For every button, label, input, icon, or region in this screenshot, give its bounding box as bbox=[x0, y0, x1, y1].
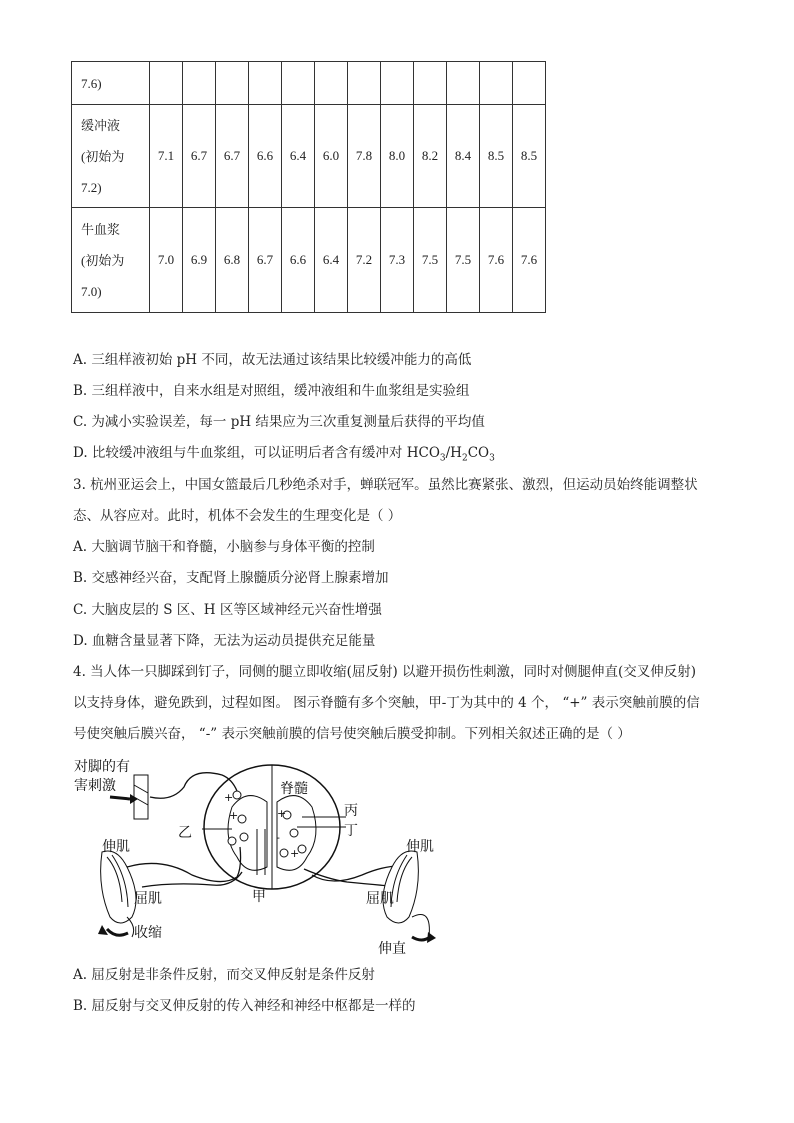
q3-option-a: A. 大脑调节脑干和脊髓，小脑参与身体平衡的控制 bbox=[73, 539, 375, 555]
table-cell: 8.2 bbox=[414, 105, 447, 208]
extensor-right-label: 伸肌 bbox=[406, 839, 434, 855]
spinal-cord-label: 脊髓 bbox=[280, 781, 308, 797]
table-row bbox=[72, 208, 546, 313]
reflex-arc-figure bbox=[72, 757, 452, 955]
q2-option-a: A. 三组样液初始 pH 不同，故无法通过该结果比较缓冲能力的高低 bbox=[73, 352, 472, 368]
table-cell: 8.0 bbox=[381, 105, 414, 208]
synapse-icon bbox=[240, 833, 248, 841]
synapse-icon bbox=[238, 815, 246, 823]
extend-arrow-icon bbox=[412, 937, 430, 940]
stimulus-label-2: 害刺激 bbox=[74, 778, 116, 794]
q3-stem-line-1: 3. 杭州亚运会上，中国女篮最后几秒绝杀对手，蝉联冠军。虽然比赛紧张、激烈，但运动员始终能调整状 bbox=[73, 477, 698, 493]
svg-text:+: + bbox=[229, 809, 239, 822]
q4-option-a: A. 屈反射是非条件反射，而交叉伸反射是条件反射 bbox=[73, 967, 375, 983]
synapse-icon bbox=[280, 849, 288, 857]
table-cell: 7.5 bbox=[414, 208, 447, 313]
row-label-text: (初始为 bbox=[81, 252, 125, 268]
table-cell: 6.0 bbox=[315, 105, 348, 208]
row-label bbox=[72, 208, 150, 313]
svg-text:+: + bbox=[290, 847, 300, 860]
table-cell: 6.7 bbox=[183, 105, 216, 208]
table-cell: 7.3 bbox=[381, 208, 414, 313]
q2-option-c: C. 为减小实验误差，每一 pH 结果应为三次重复测量后获得的平均值 bbox=[73, 414, 485, 430]
skin-block bbox=[134, 775, 148, 819]
table-cell: 6.7 bbox=[216, 105, 249, 208]
grey-matter-left bbox=[228, 796, 267, 871]
table-cell: 6.8 bbox=[216, 208, 249, 313]
q2-option-b: B. 三组样液中，自来水组是对照组，缓冲液组和牛血浆组是实验组 bbox=[73, 383, 470, 399]
q3-stem-line-2: 态、从容应对。此时，机体不会发生的生理变化是（ ） bbox=[73, 508, 402, 524]
left-leg-muscle bbox=[101, 851, 136, 923]
table-cell: 8.5 bbox=[480, 105, 513, 208]
q4-stem-line-1: 4. 当人体一只脚踩到钉子，同侧的腿立即收缩(屈反射) 以避开损伤性刺激，同时对侧腿伸直(交叉伸反射) bbox=[73, 664, 697, 680]
q4-stem-line-3: 号使突触后膜兴奋， “-” 表示突触前膜的信号使突触后膜受抑制。下列相关叙述正确的是（ ） bbox=[73, 726, 631, 742]
q3-option-b: B. 交感神经兴奋，支配肾上腺髓质分泌肾上腺素增加 bbox=[73, 570, 389, 586]
svg-text:+: + bbox=[277, 807, 287, 820]
extend-label: 伸直 bbox=[378, 941, 406, 955]
right-leg-muscle bbox=[383, 851, 418, 923]
table-cell: 6.4 bbox=[315, 208, 348, 313]
table-cell: 7.8 bbox=[348, 105, 381, 208]
row-label-text: 牛血浆 bbox=[81, 221, 121, 237]
table-cell: 6.4 bbox=[282, 105, 315, 208]
row-label-text: 7.2) bbox=[81, 179, 102, 195]
svg-text:+: + bbox=[224, 791, 234, 804]
table-row bbox=[72, 105, 546, 208]
table-cell: 6.6 bbox=[249, 105, 282, 208]
synapse-label-jia: 甲 bbox=[252, 889, 266, 905]
table-cell: 7.1 bbox=[150, 105, 183, 208]
synapse-label-yi: 乙 bbox=[178, 825, 192, 841]
q4-stem-line-2: 以支持身体，避免跌到，过程如图。 图示脊髓有多个突触，甲-丁为其中的 4 个， “+” 表示突触前膜的信 bbox=[73, 695, 700, 711]
svg-text:-: - bbox=[276, 831, 280, 844]
q2-option-d: D. 比较缓冲液组与牛血浆组，可以证明后者含有缓冲对 $HCO_3/H_2CO_3$ bbox=[73, 445, 495, 464]
row-label-text: 缓冲液 bbox=[81, 117, 121, 133]
q3-option-c: C. 大脑皮层的 S 区、H 区等区域神经元兴奋性增强 bbox=[73, 602, 382, 618]
synapse-label-bing: 丙 bbox=[344, 803, 358, 819]
table-cell: 7.6 bbox=[513, 208, 546, 313]
table-cell: 7.6 bbox=[480, 208, 513, 313]
table-cell: 7.5 bbox=[447, 208, 480, 313]
stimulus-arrow-icon bbox=[110, 797, 130, 799]
flexor-right-label: 屈肌 bbox=[366, 891, 394, 907]
ph-data-table bbox=[71, 61, 546, 313]
table-cell: 8.4 bbox=[447, 105, 480, 208]
table-cell: 6.6 bbox=[282, 208, 315, 313]
table-row bbox=[72, 62, 546, 105]
stimulus-label-1: 对脚的有 bbox=[74, 759, 130, 775]
synapse-icon bbox=[233, 791, 241, 799]
table-cell: 6.9 bbox=[183, 208, 216, 313]
efferent-nerve-left bbox=[127, 847, 241, 882]
row-label bbox=[72, 105, 150, 208]
synapse-label-ding: 丁 bbox=[344, 823, 358, 839]
table-cell: 8.5 bbox=[513, 105, 546, 208]
table-cell: 7.2 bbox=[348, 208, 381, 313]
contract-label: 收缩 bbox=[134, 925, 162, 941]
row-label-text: 7.0) bbox=[81, 283, 102, 299]
flexor-left-label: 屈肌 bbox=[134, 891, 162, 907]
row-label bbox=[72, 62, 150, 105]
synapse-icon bbox=[290, 829, 298, 837]
q4-option-b: B. 屈反射与交叉伸反射的传入神经和神经中枢都是一样的 bbox=[73, 998, 416, 1014]
q3-option-d: D. 血糖含量显著下降，无法为运动员提供充足能量 bbox=[73, 633, 376, 649]
table-cell: 7.0 bbox=[150, 208, 183, 313]
row-label-text: (初始为 bbox=[81, 148, 125, 164]
synapse-icon bbox=[228, 837, 236, 845]
row-label-text: 7.6) bbox=[81, 75, 102, 91]
reflex-arc-diagram bbox=[72, 757, 452, 955]
table-cell: 6.7 bbox=[249, 208, 282, 313]
contract-arrow-icon bbox=[107, 929, 128, 935]
extensor-left-label: 伸肌 bbox=[102, 839, 130, 855]
